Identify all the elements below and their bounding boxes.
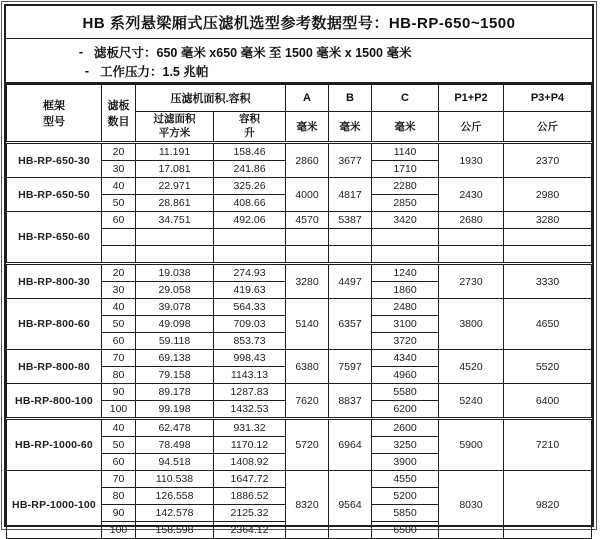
header-frame-model (7, 85, 102, 143)
dim-a-cell: 8320 (286, 471, 329, 539)
area-cell: 49.098 (136, 316, 214, 333)
header-col-c: C (372, 85, 439, 112)
dim-a-cell: 5140 (286, 299, 329, 350)
table-row (7, 264, 592, 282)
dim-c-cell: 6200 (372, 401, 439, 419)
plates-cell: 30 (102, 282, 136, 299)
table-row (7, 384, 592, 401)
weight-p12-cell: 2430 (439, 178, 504, 212)
area-cell: 19.038 (136, 264, 214, 282)
plates-cell: 50 (102, 437, 136, 454)
model-cell: HB-RP-650-50 (7, 178, 102, 212)
dim-a-cell: 4000 (286, 178, 329, 212)
header-unit-a: 毫米 (286, 112, 329, 143)
dim-c-cell: 4960 (372, 367, 439, 384)
model-cell: HB-RP-650-30 (7, 143, 102, 178)
area-cell: 99.198 (136, 401, 214, 419)
dim-c-cell: 2600 (372, 419, 439, 437)
dim-c-cell: 3720 (372, 333, 439, 350)
volume-cell: 1143.13 (214, 367, 286, 384)
header-line: 容积 (239, 113, 260, 126)
empty-cell (214, 246, 286, 264)
empty-cell (102, 229, 136, 246)
dim-a-cell: 7620 (286, 384, 329, 419)
dim-c-cell: 6500 (372, 522, 439, 539)
volume-cell: 931.32 (214, 419, 286, 437)
dim-b-cell: 6357 (329, 299, 372, 350)
volume-cell: 564.33 (214, 299, 286, 316)
dim-c-cell: 3420 (372, 212, 439, 229)
volume-cell: 419.63 (214, 282, 286, 299)
table-row (7, 299, 592, 316)
plates-cell: 40 (102, 419, 136, 437)
area-cell: 69.138 (136, 350, 214, 367)
plates-cell: 60 (102, 333, 136, 350)
plates-cell: 100 (102, 401, 136, 419)
weight-p34-cell: 9820 (504, 471, 592, 539)
inner-frame (4, 4, 594, 536)
model-cell: HB-RP-800-60 (7, 299, 102, 350)
plates-cell: 60 (102, 212, 136, 229)
header-line: 过滤面积 (153, 113, 196, 126)
dim-b-cell: 9564 (329, 471, 372, 539)
area-cell: 39.078 (136, 299, 214, 316)
volume-cell: 1287.83 (214, 384, 286, 401)
area-cell: 158.598 (136, 522, 214, 539)
area-cell: 22.971 (136, 178, 214, 195)
empty-cell (439, 229, 504, 246)
header-volume (214, 112, 286, 143)
header-line: 升 (244, 126, 255, 139)
header-plate-count (102, 85, 136, 143)
plates-cell: 90 (102, 505, 136, 522)
volume-cell: 853.73 (214, 333, 286, 350)
weight-p12-cell: 5900 (439, 419, 504, 471)
plates-cell: 30 (102, 161, 136, 178)
table-row (7, 471, 592, 488)
volume-cell: 492.06 (214, 212, 286, 229)
header-col-a: A (286, 85, 329, 112)
header-line: 平方米 (158, 126, 191, 139)
plates-cell: 70 (102, 350, 136, 367)
dim-c-cell: 1860 (372, 282, 439, 299)
empty-cell (286, 229, 329, 246)
table-row (7, 178, 592, 195)
model-cell: HB-RP-650-60 (7, 212, 102, 264)
volume-cell: 709.03 (214, 316, 286, 333)
area-cell: 126.558 (136, 488, 214, 505)
dim-b-cell: 3677 (329, 143, 372, 178)
header-col-p12: P1+P2 (439, 85, 504, 112)
weight-p12-cell: 4520 (439, 350, 504, 384)
weight-p34-cell: 3330 (504, 264, 592, 299)
header-unit-p12: 公斤 (439, 112, 504, 143)
dim-a-cell: 6380 (286, 350, 329, 384)
outer-frame (1, 1, 597, 536)
dim-c-cell: 5850 (372, 505, 439, 522)
header-line: 型号 (43, 116, 65, 128)
empty-cell (372, 246, 439, 264)
header-line: 框架 (43, 100, 65, 112)
note-line-pressure (68, 61, 592, 80)
bullet-dash: - (78, 44, 84, 59)
area-cell: 17.081 (136, 161, 214, 178)
header-line: 数目 (107, 116, 130, 128)
header-unit-b: 毫米 (329, 112, 372, 143)
empty-cell (504, 229, 592, 246)
area-cell: 89.178 (136, 384, 214, 401)
volume-cell: 325.26 (214, 178, 286, 195)
header-unit-p34: 公斤 (504, 112, 592, 143)
dim-c-cell: 2850 (372, 195, 439, 212)
dim-b-cell: 4817 (329, 178, 372, 212)
header-col-b: B (329, 85, 372, 112)
dim-a-cell: 4570 (286, 212, 329, 229)
area-cell: 94.518 (136, 454, 214, 471)
model-cell: HB-RP-800-30 (7, 264, 102, 299)
dim-b-cell: 5387 (329, 212, 372, 229)
empty-cell (329, 246, 372, 264)
dim-b-cell: 7597 (329, 350, 372, 384)
dim-c-cell: 4550 (372, 471, 439, 488)
plates-cell: 70 (102, 471, 136, 488)
dim-c-cell: 1710 (372, 161, 439, 178)
volume-cell: 241.86 (214, 161, 286, 178)
volume-cell: 2364.12 (214, 522, 286, 539)
weight-p12-cell: 3800 (439, 299, 504, 350)
volume-cell: 1170.12 (214, 437, 286, 454)
weight-p34-cell: 6400 (504, 384, 592, 419)
plates-cell: 50 (102, 195, 136, 212)
empty-cell (136, 246, 214, 264)
volume-cell: 408.66 (214, 195, 286, 212)
weight-p34-cell: 4650 (504, 299, 592, 350)
volume-cell: 274.93 (214, 264, 286, 282)
empty-cell (504, 246, 592, 264)
plates-cell: 20 (102, 143, 136, 161)
weight-p34-cell: 2370 (504, 143, 592, 178)
plates-cell: 20 (102, 264, 136, 282)
dim-c-cell: 3250 (372, 437, 439, 454)
dim-b-cell: 6964 (329, 419, 372, 471)
weight-p12-cell: 1930 (439, 143, 504, 178)
empty-cell (214, 229, 286, 246)
spec-table (6, 84, 592, 539)
plates-cell: 60 (102, 454, 136, 471)
volume-cell: 1647.72 (214, 471, 286, 488)
weight-p12-cell: 8030 (439, 471, 504, 539)
area-cell: 62.478 (136, 419, 214, 437)
page-title: HB 系列悬梁厢式压滤机选型参考数据型号：HB-RP-650~1500 (6, 6, 592, 39)
weight-p12-cell: 2680 (439, 212, 504, 229)
table-row (7, 143, 592, 161)
dim-c-cell: 2280 (372, 178, 439, 195)
volume-cell: 1432.53 (214, 401, 286, 419)
plates-cell: 40 (102, 299, 136, 316)
area-cell: 79.158 (136, 367, 214, 384)
header-filter-area (136, 112, 214, 143)
area-cell: 11.191 (136, 143, 214, 161)
dim-c-cell: 2480 (372, 299, 439, 316)
volume-cell: 158.46 (214, 143, 286, 161)
plates-cell: 80 (102, 488, 136, 505)
table-row (7, 419, 592, 437)
empty-cell (102, 246, 136, 264)
area-cell: 28.861 (136, 195, 214, 212)
volume-cell: 1408.92 (214, 454, 286, 471)
plates-cell: 80 (102, 367, 136, 384)
model-cell: HB-RP-1000-100 (7, 471, 102, 539)
area-cell: 29.058 (136, 282, 214, 299)
dim-c-cell: 4340 (372, 350, 439, 367)
area-cell: 78.498 (136, 437, 214, 454)
empty-cell (372, 229, 439, 246)
note-text-plate-size: 滤板尺寸：650 毫米 x650 毫米 至 1500 毫米 x 1500 毫米 (94, 45, 412, 60)
header-unit-c: 毫米 (372, 112, 439, 143)
empty-cell (439, 246, 504, 264)
plates-cell: 40 (102, 178, 136, 195)
weight-p12-cell: 2730 (439, 264, 504, 299)
weight-p34-cell: 2980 (504, 178, 592, 212)
volume-cell: 998.43 (214, 350, 286, 367)
dim-b-cell: 8837 (329, 384, 372, 419)
dim-c-cell: 1240 (372, 264, 439, 282)
bullet-dash: - (84, 63, 90, 78)
plates-cell: 90 (102, 384, 136, 401)
dim-c-cell: 3100 (372, 316, 439, 333)
header-line: 滤板 (107, 100, 130, 112)
table-row (7, 212, 592, 229)
dim-c-cell: 1140 (372, 143, 439, 161)
dim-a-cell: 2860 (286, 143, 329, 178)
weight-p12-cell: 5240 (439, 384, 504, 419)
empty-cell (136, 229, 214, 246)
area-cell: 34.751 (136, 212, 214, 229)
table-row (7, 350, 592, 367)
dim-c-cell: 5580 (372, 384, 439, 401)
model-cell: HB-RP-800-80 (7, 350, 102, 384)
area-cell: 110.538 (136, 471, 214, 488)
weight-p34-cell: 3280 (504, 212, 592, 229)
model-cell: HB-RP-800-100 (7, 384, 102, 419)
area-cell: 59.118 (136, 333, 214, 350)
volume-cell: 2125.32 (214, 505, 286, 522)
area-cell: 142.578 (136, 505, 214, 522)
dim-c-cell: 5200 (372, 488, 439, 505)
note-text-pressure: 工作压力：1.5 兆帕 (100, 64, 209, 79)
plates-cell: 100 (102, 522, 136, 539)
header-col-p34: P3+P4 (504, 85, 592, 112)
header-area-volume: 压滤机面积.容积 (136, 85, 286, 112)
notes-section (6, 39, 592, 84)
volume-cell: 1886.52 (214, 488, 286, 505)
plates-cell: 50 (102, 316, 136, 333)
dim-b-cell: 4497 (329, 264, 372, 299)
dim-c-cell: 3900 (372, 454, 439, 471)
dim-a-cell: 5720 (286, 419, 329, 471)
weight-p34-cell: 7210 (504, 419, 592, 471)
weight-p34-cell: 5520 (504, 350, 592, 384)
model-cell: HB-RP-1000-60 (7, 419, 102, 471)
empty-cell (286, 246, 329, 264)
empty-cell (329, 229, 372, 246)
note-line-plate-size (68, 42, 592, 61)
dim-a-cell: 3280 (286, 264, 329, 299)
